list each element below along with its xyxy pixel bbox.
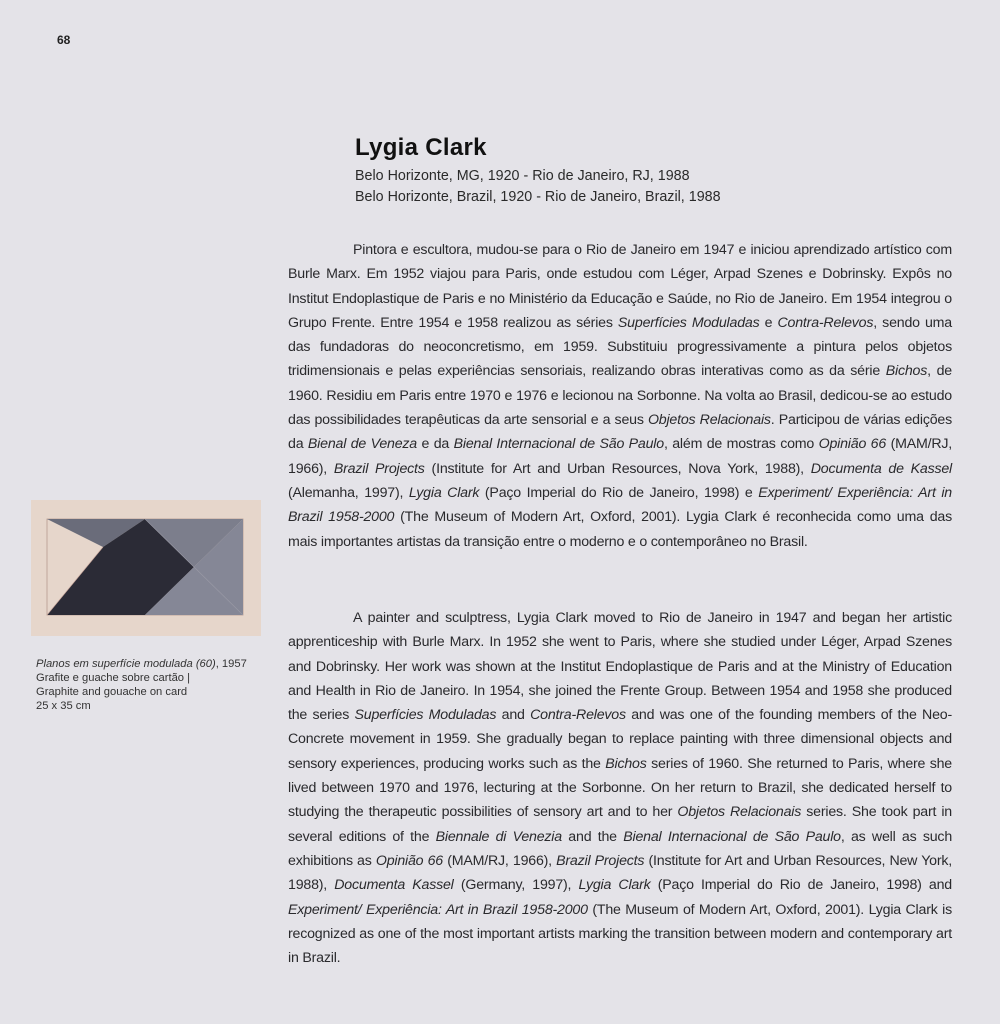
italic-title: Brazil Projects — [556, 852, 645, 869]
artist-origin-en: Belo Horizonte, Brazil, 1920 - Rio de Janeiro, Brazil, 1988 — [355, 189, 721, 205]
italic-title: Documenta de Kassel — [810, 460, 952, 477]
italic-title: Biennale di Venezia — [435, 828, 562, 845]
italic-title: Opinião 66 — [818, 436, 887, 453]
italic-title: Documenta Kassel — [334, 877, 454, 894]
italic-title: Brazil Projects — [333, 460, 425, 477]
italic-title: Objetos Relacionais — [677, 804, 802, 821]
italic-title: Superfícies Moduladas — [354, 707, 497, 724]
italic-title: Bienal de Veneza — [307, 436, 417, 453]
italic-title: Experiment/ Experiência: Art in Brazil 1958-2000 — [288, 901, 588, 918]
caption-medium-en: Graphite and gouache on card — [36, 686, 188, 698]
italic-title: Bichos — [885, 363, 928, 380]
artwork-composition — [31, 500, 261, 636]
italic-title: Bienal Internacional de São Paulo — [453, 436, 664, 453]
artist-name: Lygia Clark — [355, 134, 487, 161]
caption-medium-pt: Grafite e guache sobre cartão | — [36, 672, 191, 684]
italic-title: Bichos — [605, 755, 647, 772]
caption-dimensions: 25 x 35 cm — [36, 700, 91, 712]
biography-english: A painter and sculptress, Lygia Clark moved to Rio de Janeiro in 1947 and began her artistic apprenticeship with Burle Marx. In 1952 she went to Paris, where she studied under Léger, Arpad Szenes and Dobrinsky. Her work was shown at the Institut Endoplastique de Paris and at the Ministry of Education and Health in Rio de Janeiro. In 1954, she joined the Frente Group. Between 1954 and 1958 she produced the series Superfícies Moduladas and Contra-Relevos and was one of the founding members of the Neo-Concrete movement in 1959. She gradually began to replace painting with three dimensional objects and sensory experiences, producing works such as the Bichos series of 1960. She returned to Paris, where she lived between 1970 and 1976, lecturing at the Sorbonne. On her return to Brazil, she dedicated herself to studying the therapeutic possibilities of sensory art and to her Objetos Relacionais series. She took part in several editions of the Biennale di Venezia and the Bienal Internacional de São Paulo, as well as such exhibitions as Opinião 66 (MAM/RJ, 1966), Brazil Projects (Institute for Art and Urban Resources, New York, 1988), Documenta Kassel (Germany, 1997), Lygia Clark (Paço Imperial do Rio de Janeiro, 1998) and Experiment/ Experiência: Art in Brazil 1958-2000 (The Museum of Modern Art, Oxford, 2001). Lygia Clark is recognized as one of the most important artists marking the transition between modern and contemporary art in Brazil. — [288, 610, 953, 967]
italic-title: Superfícies Moduladas — [617, 314, 760, 331]
italic-title: Lygia Clark — [578, 877, 651, 894]
italic-title: Opinião 66 — [375, 852, 443, 869]
italic-title: Experiment/ Experiência: Art in Brazil 1958-2000 — [288, 484, 952, 526]
italic-title: Contra-Relevos — [530, 707, 626, 724]
caption-year: , 1957 — [215, 658, 247, 670]
caption-title-line — [36, 657, 247, 671]
biography-portuguese: Pintora e escultora, mudou-se para o Rio de Janeiro em 1947 e iniciou aprendizado artístico com Burle Marx. Em 1952 viajou para Paris, onde estudou com Léger, Arpad Szenes e Dobrinsky. Expôs no Institut Endoplastique de Paris e no Ministério da Educação e Saúde, no Rio de Janeiro. Em 1954 integrou o Grupo Frente. Entre 1954 e 1958 realizou as séries Superfícies Moduladas e Contra-Relevos, sendo uma das fundadoras do neoconcretismo, em 1959. Substituiu progressivamente a pintura pelos objetos tridimensionais e pelas experiências sensoriais, realizando obras interativas como as da série Bichos, de 1960. Residiu em Paris entre 1970 e 1976 e lecionou na Sorbonne. Na volta ao Brasil, dedicou-se ao estudo das possibilidades terapêuticas da arte sensorial e a seus Objetos Relacionais. Participou de várias edições da Bienal de Veneza e da Bienal Internacional de São Paulo, além de mostras como Opinião 66 (MAM/RJ, 1966), Brazil Projects (Institute for Art and Urban Resources, Nova York, 1988), Documenta de Kassel (Alemanha, 1997), Lygia Clark (Paço Imperial do Rio de Janeiro, 1998) e Experiment/ Experiência: Art in Brazil 1958-2000 (The Museum of Modern Art, Oxford, 2001). Lygia Clark é reconhecida como uma das mais importantes artistas da transição entre o moderno e o contemporâneo no Brasil. — [288, 242, 953, 550]
italic-title: Bienal Internacional de São Paulo — [623, 828, 841, 845]
artwork-image — [31, 500, 261, 636]
italic-title: Objetos Relacionais — [647, 412, 771, 429]
artist-origin-pt: Belo Horizonte, MG, 1920 - Rio de Janeiro, RJ, 1988 — [355, 168, 690, 184]
caption-title: Planos em superfície modulada (60) — [36, 658, 216, 670]
artwork-caption — [36, 657, 247, 713]
italic-title: Contra-Relevos — [777, 314, 874, 331]
italic-title: Lygia Clark — [408, 484, 480, 501]
page-number: 68 — [57, 33, 71, 47]
